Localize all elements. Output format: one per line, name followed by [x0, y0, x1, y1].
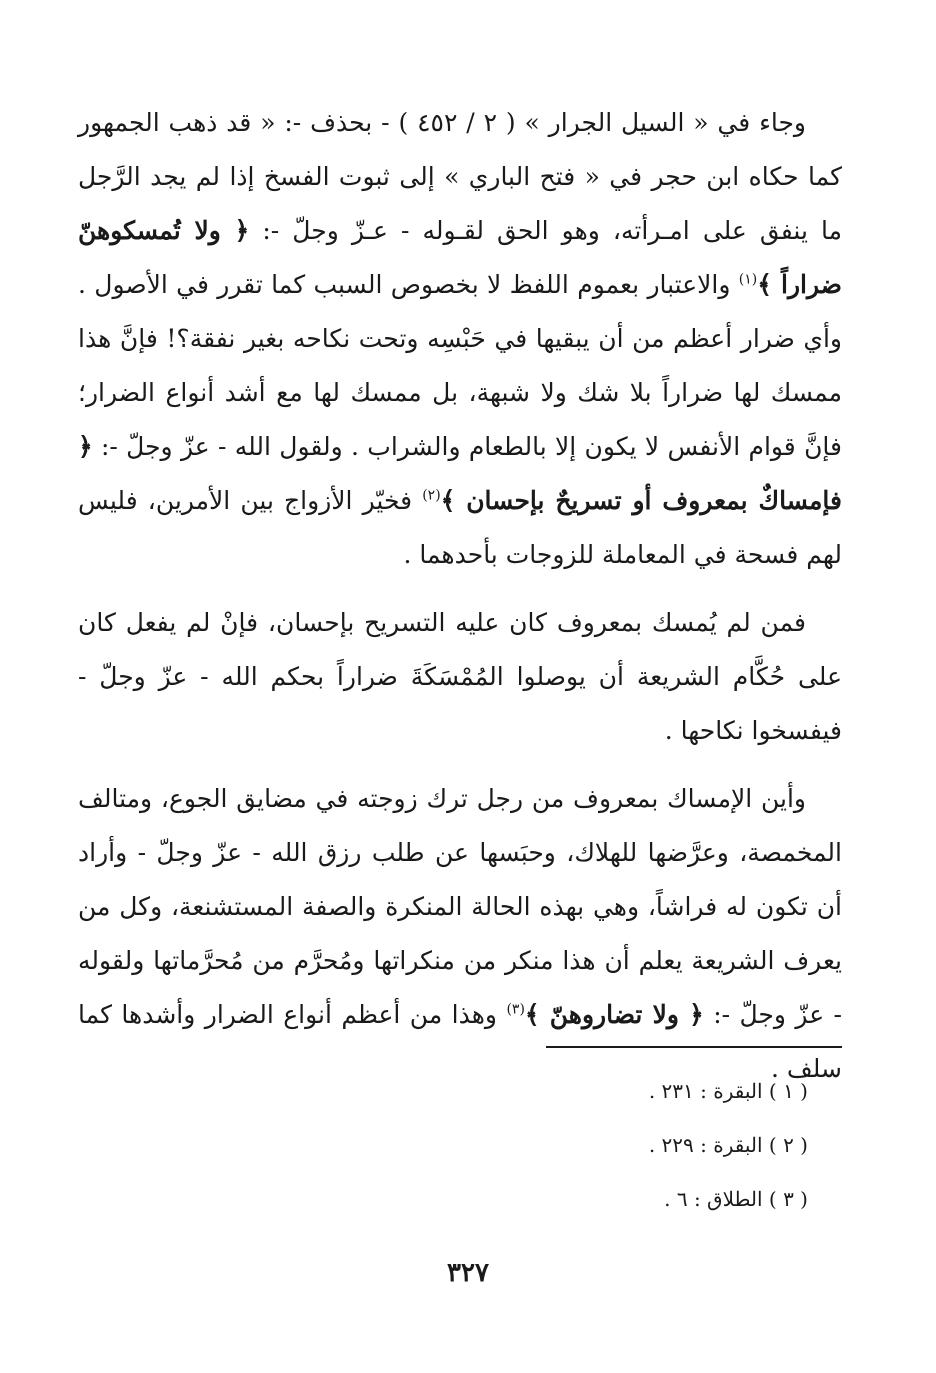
paragraph-1-text-c: فخيّر الأزواج بين الأمرين، فليس لهم فسحة في المعاملة للزوجات بأحدهما .	[78, 486, 842, 569]
quran-verse-2: ﴿ فإمساكٌ بمعروف أو تسريحٌ بإحسان ﴾	[78, 432, 842, 515]
page-number: ٣٢٧	[447, 1258, 489, 1288]
paragraph-1	[78, 96, 842, 582]
paragraph-3-text-b: وهذا من أعظم أنواع الضرار وأشدها كما سلف .	[78, 1000, 842, 1083]
footnote-ref-1: (١)	[738, 271, 758, 288]
paragraph-1-text-a: وجاء في « السيل الجرار » ( ٢ / ٤٥٢ ) - بحذف -: « قد ذهب الجمهور كما حكاه ابن حجر في « فتح الباري » إلى ثبوت الفسخ إذا لم يجد الرَّجل ما ينفق على امـرأته، وهو الحق لقـوله - عـزّ وجلّ -:	[78, 108, 842, 245]
quran-verse-3: ﴿ ولا تضاروهنّ ﴾	[524, 1000, 704, 1029]
footnote-ref-2: (٢)	[422, 487, 441, 504]
paragraph-2: فمن لم يُمسك بمعروف كان عليه التسريح بإحسان، فإنْ لم يفعل كان على حُكَّام الشريعة أن يوصلوا المُمْسَكَةَ ضراراً بحكم الله - عزّ وجلّ - فيفسخوا نكاحها .	[78, 608, 842, 745]
footnote-item-3: ( ٣ ) الطلاق : ٦ .	[664, 1187, 808, 1211]
footnote-item-1: ( ١ ) البقرة : ٢٣١ .	[648, 1079, 808, 1103]
footnote-ref-3: (٣)	[506, 1001, 525, 1018]
footnote-divider	[546, 1046, 842, 1048]
quran-verse-1: ﴿ ولا تُمسكوهنّ ضراراً ﴾	[78, 216, 842, 299]
page-body	[78, 96, 842, 1096]
paragraph-1-text-b: والاعتبار بعموم اللفظ لا بخصوص السبب كما تقرر في الأصول . وأي ضرار أعظم من أن يبقيها في حَبْسِه وتحت نكاحه بغير نفقة؟! فإنَّ هذا ممسك لها ضراراً بلا شك ولا شبهة، بل ممسك لها مع أشد أنواع الضرار؛ فإنَّ قوام الأنفس لا يكون إلا بالطعام والشراب . ولقول الله - عزّ وجلّ -:	[78, 270, 842, 461]
footnotes-list	[78, 1064, 808, 1226]
footnote-item-2: ( ٢ ) البقرة : ٢٢٩ .	[648, 1133, 808, 1157]
paragraph-3-text-a: وأين الإمساك بمعروف من رجل ترك زوجته في مضايق الجوع، ومتالف المخمصة، وعرَّضها للهلاك، وحبَسها عن طلب رزق الله - عزّ وجلّ - وأراد أن تكون له فراشاً، وهي بهذه الحالة المنكرة والصفة المستشنعة، وكل من يعرف الشريعة يعلم أن هذا منكر من منكراتها ومُحرَّم من مُحرَّماتها ولقوله - عزّ وجلّ -:	[78, 784, 842, 1029]
